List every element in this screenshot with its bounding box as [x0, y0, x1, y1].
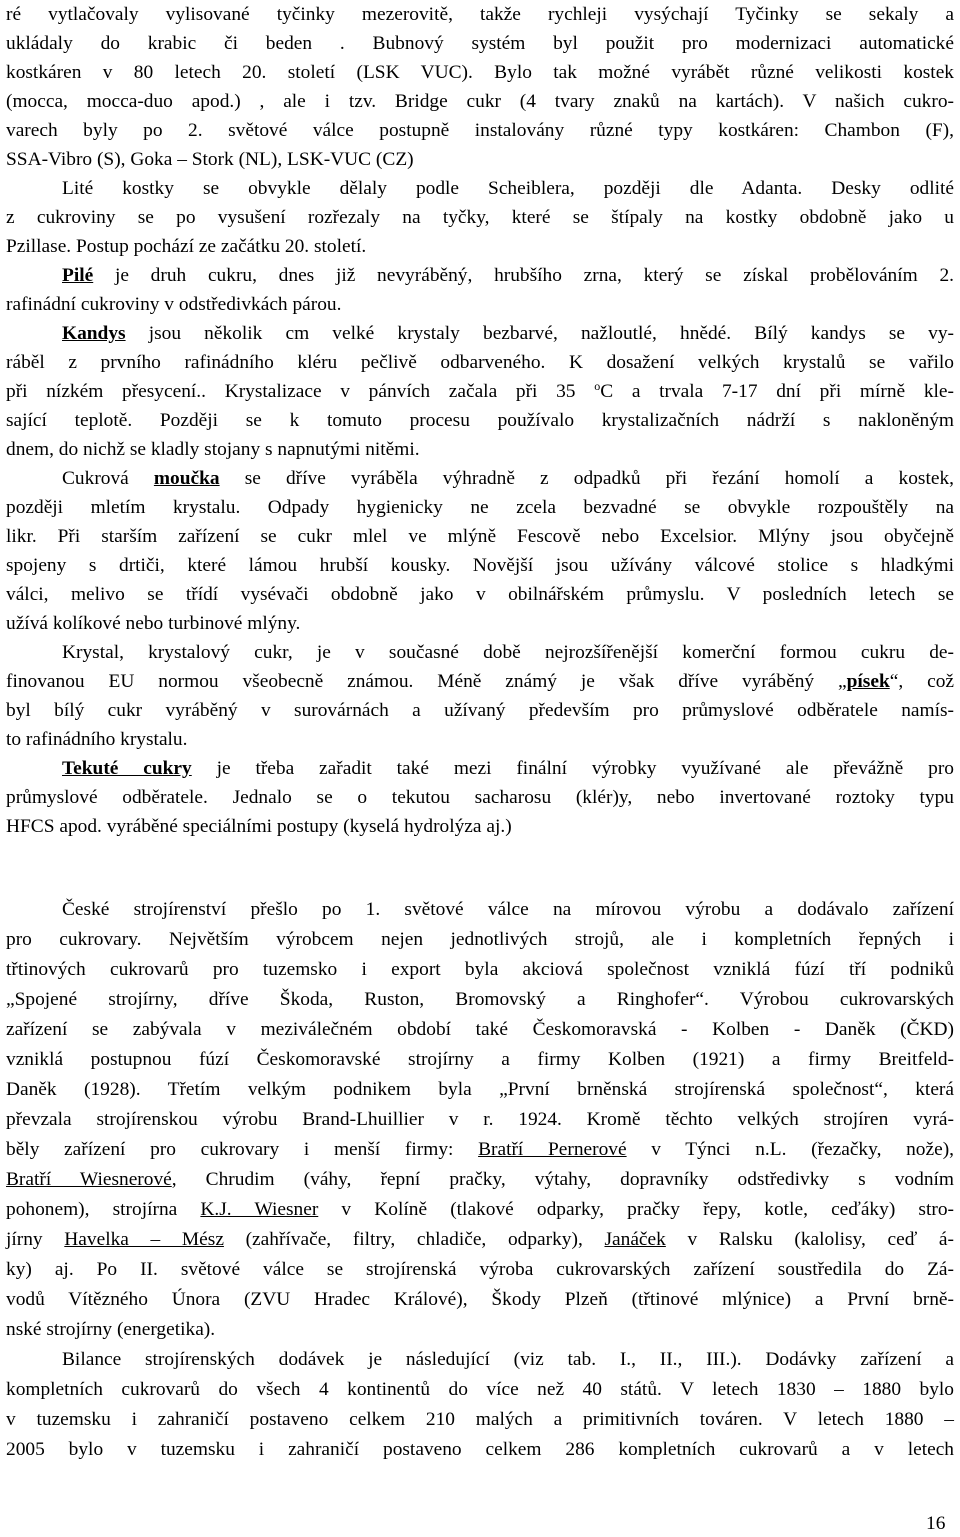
text-line: ky) aj. Po II. světové válce se strojírenská výroba cukrovarských zařízení soustředila do Zá- — [6, 1259, 954, 1280]
text-line — [6, 1225, 954, 1254]
paragraph-start-line: České strojírenství přešlo po 1. světové válce na mírovou výrobu a dodávalo zařízení — [62, 899, 954, 920]
term-moucka: moučka — [153, 468, 220, 489]
paragraph-start-line — [62, 464, 954, 493]
paragraph-start-line: Bilance strojírenských dodávek je následující (viz tab. I., II., III.). Dodávky zařízení a — [62, 1349, 954, 1370]
text-line: byl bílý cukr vyráběný v surovárnách a užívaný především pro průmyslové odběratele namís- — [6, 700, 954, 721]
text-line: užívá kolíkové nebo turbinové mlýny. — [6, 613, 301, 634]
text-line: dnem, do nichž se kladly stojany s napnutými nitěmi. — [6, 439, 420, 460]
degree-superscript: o — [594, 379, 601, 393]
line-text: jírny — [6, 1229, 65, 1250]
term-pisek: písek — [846, 671, 890, 692]
company-kj-wiesner: K.J. Wiesner — [200, 1199, 319, 1220]
company-bratri-wiesnerove: Bratří Wiesnerové — [6, 1169, 172, 1190]
text-line: varech byly po 2. světové válce postupně instalovány různé typy kostkáren: Chambon (F), — [6, 120, 954, 141]
paragraph-start-line: Lité kostky se obvykle dělaly podle Scheiblera, později dle Adanta. Desky odlité — [62, 178, 954, 199]
line-text: v Týnci n.L. (řezačky, nože), — [626, 1139, 954, 1160]
line-text: jsou několik cm velké krystaly bezbarvé, nažloutlé, hnědé. Bílý kandys se vy- — [125, 323, 954, 344]
line-text: Cukrová — [62, 468, 154, 489]
company-havelka-mesz: Havelka – Mész — [64, 1229, 224, 1250]
text-line: ráběl z prvního rafinádního kléru pečlivě odbarveného. K dosažení velkých krystalů se vařilo — [6, 352, 954, 373]
text-line: ré vytlačovaly vylisované tyčinky mezerovitě, takže rychleji vysýchají Tyčinky se sekaly a — [6, 4, 954, 25]
term-tekute-cukry: Tekuté cukry — [62, 758, 192, 779]
text-line: Daněk (1928). Třetím velkým podnikem byla „První brněnská strojírenská společnost“, která — [6, 1079, 954, 1100]
text-line: průmyslové odběratele. Jednalo se o tekutou sacharosu (klér)y, nebo invertované roztoky typu — [6, 787, 954, 808]
line-text: při nízkém přesycení.. Krystalizace v pánvích začala při 35 — [6, 381, 595, 402]
text-line: kostkáren v 80 letech 20. století (LSK VUC). Bylo tak možné vyrábět různé velikosti kostek — [6, 62, 954, 83]
text-line: rafinádní cukroviny v odstředivkách párou. — [6, 294, 342, 315]
text-line: vodů Vítězného Února (ZVU Hradec Králové), Škody Plzeň (třtinové mlýnice) a První brně- — [6, 1289, 954, 1310]
paragraph-start-line — [62, 754, 954, 783]
line-text: C a trvala 7-17 dní při mírně kle- — [600, 381, 954, 402]
page-number: 16 — [926, 1513, 946, 1534]
line-text: je druh cukru, dnes již nevyráběný, hrubšího zrna, který se získal probělováním 2. — [93, 265, 954, 286]
paragraph-start-line — [62, 261, 954, 290]
paragraph-start-line — [62, 319, 954, 348]
company-bratri-pernerove: Bratří Pernerové — [478, 1139, 627, 1160]
line-text: “, což — [889, 671, 954, 692]
text-line: HFCS apod. vyráběné speciálními postupy (kyselá hydrolýza aj.) — [6, 816, 512, 837]
line-text: se dříve vyráběla výhradně z odpadků při řezání homolí a kostek, — [219, 468, 954, 489]
paragraph-start-line: Krystal, krystalový cukr, je v současné době nejrozšířenější komerční formou cukru de- — [62, 642, 954, 663]
line-text: je třeba zařadit také mezi finální výrobky využívané ale převážně pro — [191, 758, 954, 779]
line-text: v Ralsku (kalolisy, ceď á- — [665, 1229, 954, 1250]
text-line: v tuzemsku i zahraničí postaveno celkem 210 malých a primitivních továren. V letech 1880 – — [6, 1409, 954, 1430]
text-line: 2005 bylo v tuzemsku i zahraničí postaveno celkem 286 kompletních cukrovarů a v letech — [6, 1439, 954, 1460]
term-pile: Pilé — [62, 265, 94, 286]
text-line: válci, melivo se třídí vysévači obdobně jako v obilnářském průmyslu. V posledních letech se — [6, 584, 954, 605]
line-text: , Chrudim (váhy, řepní pračky, výtahy, dopravníky odstředivky s vodním — [171, 1169, 954, 1190]
text-line: spojeny s drtiči, které lámou hrubší kousky. Novější jsou užívány válcové stolice s hladkými — [6, 555, 954, 576]
text-line: pro cukrovary. Největším výrobcem nejen jednotlivých strojů, ale i kompletních řepných i — [6, 929, 954, 950]
text-line — [6, 1165, 954, 1194]
text-line: zařízení se zabývala v meziválečném období také Českomoravská - Kolben - Daněk (ČKD) — [6, 1019, 954, 1040]
text-line: kompletních cukrovarů do všech 4 kontinentů do více než 40 států. V letech 1830 – 1880 bylo — [6, 1379, 954, 1400]
text-line: nské strojírny (energetika). — [6, 1319, 216, 1340]
text-line: „Spojené strojírny, dříve Škoda, Ruston, Bromovský a Ringhofer“. Výrobou cukrovarských — [6, 989, 954, 1010]
text-line: to rafinádního krystalu. — [6, 729, 188, 750]
line-text: běly zařízení pro cukrovary i menší firmy: — [6, 1139, 479, 1160]
text-line: likr. Při starším zařízení se cukr mlel ve mlýně Fescově nebo Excelsior. Mlýny jsou obyčejně — [6, 526, 954, 547]
line-text: v Kolíně (tlakové odparky, pračky řepy, kotle, ceďáky) stro- — [318, 1199, 954, 1220]
text-line — [6, 1195, 954, 1224]
text-line: z cukroviny se po vysušení rozřezaly na tyčky, které se štípaly na kostky obdobně jako u — [6, 207, 954, 228]
text-line — [6, 377, 954, 406]
text-line — [6, 1135, 954, 1164]
text-line — [6, 667, 954, 696]
text-line: převzala strojírenskou výrobu Brand-Lhuillier v r. 1924. Kromě těchto velkých strojíren vyrá- — [6, 1109, 954, 1130]
line-text: (zahřívače, filtry, chladiče, odparky), — [223, 1229, 605, 1250]
company-janacek: Janáček — [604, 1229, 666, 1250]
text-line: SSA-Vibro (S), Goka – Stork (NL), LSK-VUC (CZ) — [6, 149, 414, 170]
term-kandys: Kandys — [62, 323, 126, 344]
line-text: pohonem), strojírna — [6, 1199, 201, 1220]
line-text: finovanou EU normou všeobecně známou. Méně známý je však dříve vyráběný „ — [6, 671, 847, 692]
text-line: (mocca, mocca-duo apod.) , ale i tzv. Bridge cukr (4 tvary znaků na kartách). V našich cukro- — [6, 91, 954, 112]
text-line: Pzillase. Postup pochází ze začátku 20. století. — [6, 236, 367, 257]
text-line: později mletím krystalu. Odpady hygienicky ne zcela bezvadné se obvykle rozpouštěly na — [6, 497, 954, 518]
text-line: třtinových cukrovarů pro tuzemsko i export byla akciová společnost vzniklá fúzí tří podniků — [6, 959, 954, 980]
text-line: vzniklá postupnou fúzí Českomoravské strojírny a firmy Kolben (1921) a firmy Breitfeld- — [6, 1049, 954, 1070]
text-line: ukládaly do krabic či beden . Bubnový systém byl použit pro modernizaci automatické — [6, 33, 954, 54]
text-line: sající teplotě. Později se k tomuto procesu používalo krystalizačních nádrží s nakloněným — [6, 410, 954, 431]
